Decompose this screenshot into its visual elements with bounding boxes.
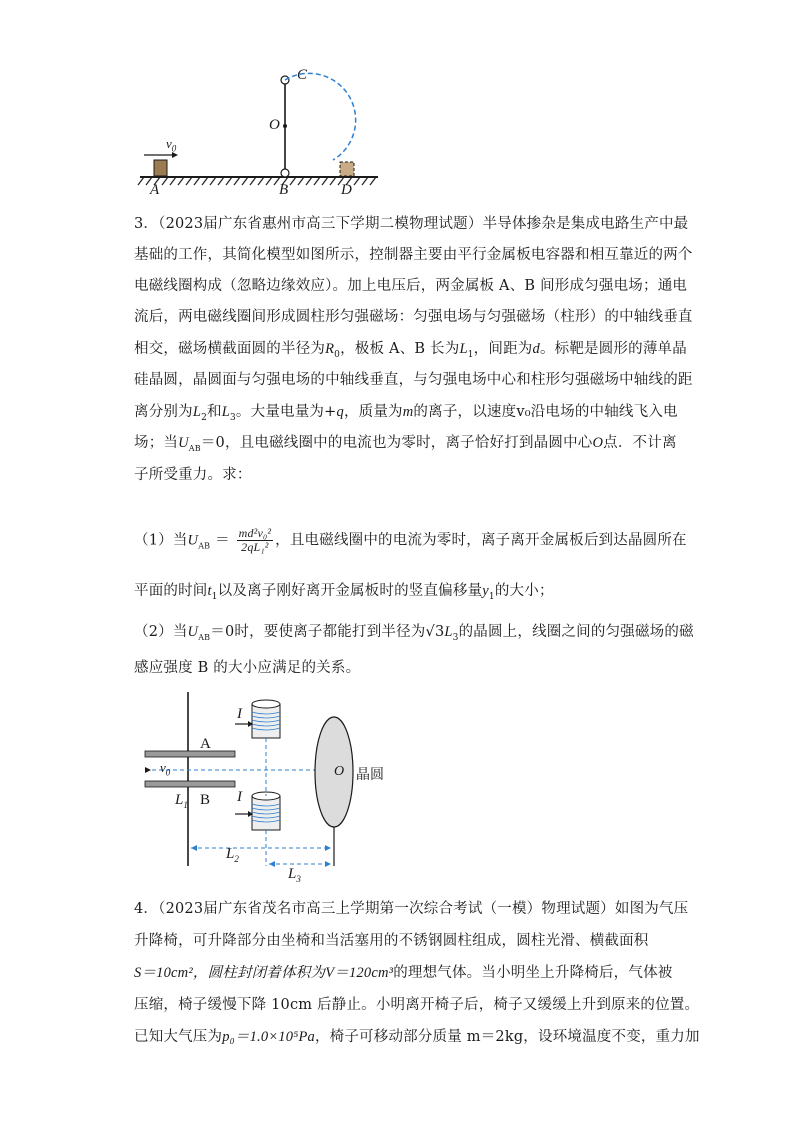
label-i-top: I bbox=[237, 706, 242, 722]
label-v0: $v_0$ bbox=[166, 136, 177, 154]
problem4-line3: S＝10cm²，圆柱封闭着体积为V＝120cm³的理想气体。当小明坐上升降椅后，气体被 bbox=[134, 965, 673, 981]
problem4-line4: 压缩，椅子缓慢下降 10cm 后静止。小明离开椅子后，椅子又缓缓上升到原来的位置。 bbox=[134, 997, 700, 1013]
problem3-line9: 子所受重力。求： bbox=[134, 467, 252, 483]
problem3-line8: 场；当$U_{AB}=0$，且电磁线圈中的电流也为零时，离子恰好打到晶圆中心O点．不计离 bbox=[134, 435, 677, 453]
problem3-line2: 基础的工作，其简化模型如图所示，控制器主要由平行金属板电容器和相互靠近的两个 bbox=[134, 247, 693, 263]
label-l3: $L_3$ bbox=[288, 866, 301, 884]
problem3-line5: 相交，磁场横截面圆的半径为$R_0$，极板 A、B 长为$L_1$，间距为d。标靶是圆形的薄单晶 bbox=[134, 341, 687, 360]
label-wafer: 晶圆 bbox=[356, 767, 384, 783]
label-b: B bbox=[279, 182, 289, 198]
figure-capacitor-diagram bbox=[135, 688, 395, 888]
label-o: O bbox=[269, 117, 280, 133]
problem3-header: 3．（2023届广东省惠州市高三下学期二模物理试题）半导体掺杂是集成电路生产中最 bbox=[134, 216, 689, 232]
label-o-2: O bbox=[334, 764, 345, 779]
label-plate-b: B bbox=[200, 792, 211, 808]
problem4-line2: 升降椅，可升降部分由坐椅和当活塞用的不锈钢圆柱组成，圆柱光滑、横截面积 bbox=[134, 933, 649, 949]
fraction: $\frac{\text{md²v₀²}}{\text{2qL₁²}}$ bbox=[238, 526, 272, 554]
problem3-line7: 离分别为$L_2$和$L_3$。大量电量为+q，质量为m的离子，以速度v₀沿电场的中轴线飞入电 bbox=[134, 404, 678, 423]
problem3-line4: 流后，两电磁线圈间形成圆柱形匀强磁场：匀强电场与匀强磁场（柱形）的中轴线垂直 bbox=[134, 309, 693, 325]
label-plate-a: A bbox=[200, 736, 211, 752]
problem3-line3: 电磁线圈构成（忽略边缘效应）。加上电压后，两金属板 A、B 间形成匀强电场；通电 bbox=[134, 278, 688, 294]
problem4-header: 4．（2023届广东省茂名市高三上学期第一次综合考试（一模）物理试题）如图为气压 bbox=[134, 901, 689, 917]
label-i-bottom: I bbox=[237, 789, 242, 805]
label-v0-2: $v_0$ bbox=[160, 760, 171, 778]
label-a: A bbox=[150, 182, 160, 198]
problem3-line6: 硅晶圆，晶圆面与匀强电场的中轴线垂直，与匀强电场中心和柱形匀强磁场中轴线的距 bbox=[134, 372, 693, 388]
label-l1: $L_1$ bbox=[175, 792, 188, 810]
label-d: D bbox=[341, 182, 352, 198]
question2: （2）当$U_{AB}=0$时，要使离子都能打到半径为$√3L_3$的晶圆上，线圈之间的匀强磁场的磁 bbox=[134, 624, 694, 643]
question1-line2: 平面的时间$t_1$以及离子刚好离开金属板时的竖直偏移量$y_1$的大小； bbox=[134, 583, 554, 602]
problem4-line5: 已知大气压为p₀＝1.0×10⁵Pa，椅子可移动部分质量 m＝2kg，设环境温度不变，重力加 bbox=[134, 1029, 700, 1045]
question2-line2: 感应强度 B 的大小应满足的关系。 bbox=[134, 660, 361, 676]
label-l2: $L_2$ bbox=[226, 846, 239, 864]
label-c: C bbox=[297, 67, 308, 83]
figure-track-diagram bbox=[130, 60, 390, 195]
question1: （1）当$U_{AB}$ ＝ $\frac{\text{md²v₀²}}{\text{2qL₁²}}$ ，且电磁线圈中的电流为零时，离子离开金属板后到达晶圆所在 bbox=[134, 526, 687, 554]
